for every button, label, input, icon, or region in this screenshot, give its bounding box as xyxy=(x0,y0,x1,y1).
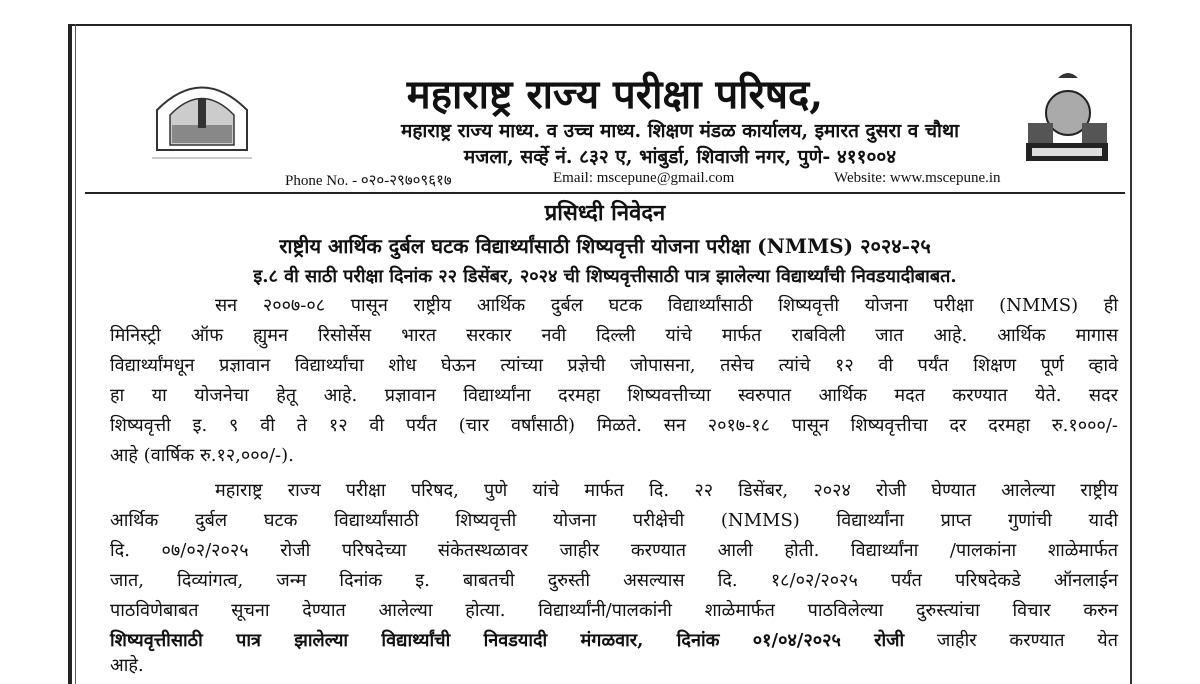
notice-subtitle: राष्ट्रीय आर्थिक दुर्बल घटक विद्यार्थ्यांसाठी शिष्यवृत्ती योजना परीक्षा (NMMS) २०२४-२५ xyxy=(279,234,931,258)
notice-title: प्रसिध्दी निवेदन xyxy=(544,200,666,226)
page-border-left-inner xyxy=(75,24,76,684)
paragraph-2-tail: जाहीर करण्यात येत xyxy=(904,630,1119,651)
paragraph-2-line: दि. ०७/०२/२०२५ रोजी परिषदेच्या संकेतस्थळावर जाहीर करण्यात आली होती. विद्यार्थ्यांना /पालकांना शाळेमार्फत xyxy=(110,540,1118,561)
paragraph-1-line: शिष्यवृत्ती इ. ९ वी ते १२ वी पर्यंत (चार वर्षांसाठी) मिळते. सन २०१७-१८ पासून शिष्यवृत्तीचा दर दरमहा रु.१०००/- xyxy=(110,415,1118,436)
council-logo xyxy=(142,70,262,165)
page-border-top xyxy=(70,24,1132,26)
paragraph-2-line: आर्थिक दुर्बल घटक विद्यार्थ्यांसाठी शिष्यवृत्ती योजना परीक्षेची (NMMS) विद्यार्थ्यांना प्राप्त गुणांची यादी xyxy=(110,510,1118,531)
page-border-right xyxy=(1130,24,1132,684)
email-address: Email: mscepune@gmail.com xyxy=(553,170,735,186)
paragraph-2-line: पाठविणेबाबत सूचना देण्यात आलेल्या होत्या. विद्यार्थ्यांनी/पालकांनी शाळेमार्फत पाठविलेल्या दुरुस्त्यांचा विचार करुन xyxy=(110,600,1118,621)
paragraph-2-line xyxy=(110,627,1118,655)
org-name: महाराष्ट्र राज्य परीक्षा परिषद, xyxy=(406,71,824,118)
notice-subject: इ.८ वी साठी परीक्षा दिनांक २२ डिसेंबर, २०२४ ची शिष्यवृत्तीसाठी पात्र झालेल्या विद्यार्थ्यांची निवडयादीबाबत. xyxy=(253,266,957,287)
header-divider xyxy=(85,192,1125,194)
address-line-2: मजला, सर्व्हे नं. ८३२ ए, भांबुर्डा, शिवाजी नगर, पुणे- ४११००४ xyxy=(463,146,897,168)
paragraph-2-line: महाराष्ट्र राज्य परीक्षा परिषद, पुणे यांचे मार्फत दि. २२ डिसेंबर, २०२४ रोजी घेण्यात आलेल्या राष्ट्रीय xyxy=(215,480,1118,501)
paragraph-1-line: मिनिस्ट्री ऑफ ह्युमन रिसोर्सेस भारत सरकार नवी दिल्ली यांचे मार्फत राबविली जात आहे. आर्थिक मागास xyxy=(110,325,1118,346)
website-link: Website: www.mscepune.in xyxy=(834,170,1001,186)
phone-number: Phone No. - ०२०-२९७०९६१७ xyxy=(285,173,452,189)
paragraph-2-line: आहे. xyxy=(110,655,144,676)
page-border-left xyxy=(68,24,72,684)
paragraph-1-line: विद्यार्थ्यांमधून प्रज्ञावान विद्यार्थ्यांचा शोध घेऊन त्यांच्या प्रज्ञेची जोपासना, तसेच त्यांचे १२ वी पर्यंत शिक्षण पूर्ण व्हावे xyxy=(110,355,1118,376)
address-line-1: महाराष्ट्र राज्य माध्य. व उच्च माध्य. शिक्षण मंडळ कार्यालय, इमारत दुसरा व चौथा xyxy=(400,120,960,142)
selection-list-date-bold: शिष्यवृत्तीसाठी पात्र झालेल्या विद्यार्थ्यांची निवडयादी मंगळवार, दिनांक ०१/०४/२०२५ रोजी xyxy=(110,630,905,651)
paragraph-1-line: सन २००७-०८ पासून राष्ट्रीय आर्थिक दुर्बल घटक विद्यार्थ्यांसाठी शिष्यवृत्ती योजना परीक्षा (NMMS) ही xyxy=(215,295,1118,316)
paragraph-1-line: हा या योजनेचा हेतू आहे. प्रज्ञावान विद्यार्थ्यांना दरमहा शिष्यवत्तीच्या स्वरुपात आर्थिक मदत करण्यात येते. सदर xyxy=(110,385,1118,406)
paragraph-1-line: आहे (वार्षिक रु.१२,०००/-). xyxy=(110,445,294,466)
paragraph-2-line: जात, दिव्यांगत्व, जन्म दिनांक इ. बाबतची दुरुस्ती असल्यास दि. १८/०२/२०२५ पर्यंत परिषदेकडे ऑनलाईन xyxy=(110,570,1118,591)
